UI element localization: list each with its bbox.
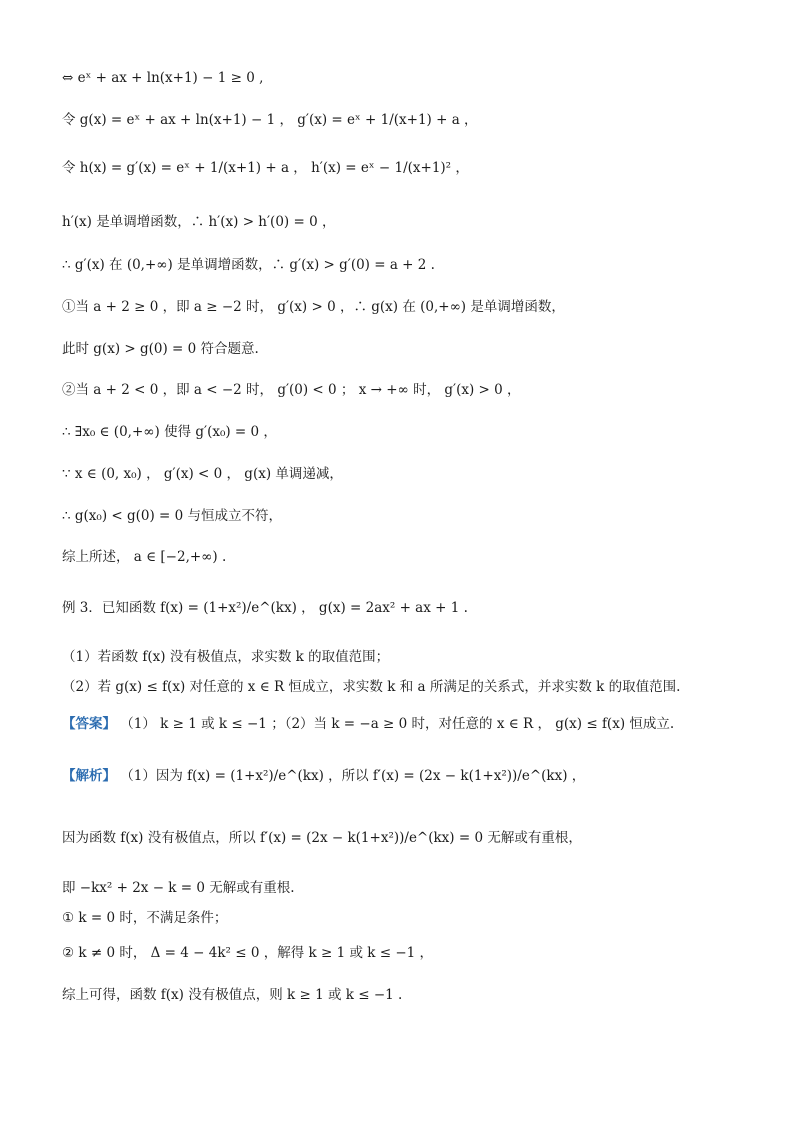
analysis-line-6: 综上可得，函数 f(x) 没有极值点，则 k ≥ 1 或 k ≤ −1 . (62, 987, 403, 1003)
answer-text: （1） k ≥ 1 或 k ≤ −1 ；（2）当 k = −a ≥ 0 时，对任意的 x ∈ R ， g(x) ≤ f(x) 恒成立. (120, 716, 675, 732)
answer-tag: 【答案】 (62, 716, 116, 732)
line-12: 综上所述， a ∈ [−2,+∞) . (62, 549, 227, 565)
example-3-line: 例 3．已知函数 f(x) = (1+x²)/e^(kx) ， g(x) = 2ax² + ax + 1 . (62, 600, 468, 616)
line-10: ∵ x ∈ (0, x₀) ， g′(x) < 0 ， g(x) 单调递减， (62, 466, 343, 482)
line-3: 令 h(x) = g′(x) = eˣ + 1/(x+1) + a ， h′(x) = eˣ − 1/(x+1)² ， (62, 160, 469, 176)
analysis-line-4: ① k = 0 时，不满足条件； (62, 910, 228, 926)
question-2-line: （2）若 g(x) ≤ f(x) 对任意的 x ∈ R 恒成立，求实数 k 和 a 所满足的关系式，并求实数 k 的取值范围. (62, 679, 681, 695)
answer-line (62, 714, 674, 734)
line-4: h′(x) 是单调增函数，∴ h′(x) > h′(0) = 0 ， (62, 214, 336, 230)
line-1: ⇔ eˣ + ax + ln(x+1) − 1 ≥ 0 , (62, 70, 264, 86)
line-11: ∴ g(x₀) < g(0) = 0 与恒成立不符， (62, 508, 283, 524)
analysis-line-3: 即 −kx² + 2x − k = 0 无解或有重根. (62, 880, 295, 896)
line-5: ∴ g′(x) 在 (0,+∞) 是单调增函数，∴ g′(x) > g′(0) = a + 2 . (62, 257, 435, 273)
analysis-text: （1）因为 f(x) = (1+x²)/e^(kx) ，所以 f′(x) = (2x − k(1+x²))/e^(kx) ， (120, 768, 586, 784)
analysis-line (62, 766, 585, 786)
line-2: 令 g(x) = eˣ + ax + ln(x+1) − 1 ， g′(x) = eˣ + 1/(x+1) + a ， (62, 112, 478, 128)
line-7: 此时 g(x) > g(0) = 0 符合题意. (62, 341, 259, 357)
line-8: ②当 a + 2 < 0 ，即 a < −2 时， g′(0) < 0 ； x → +∞ 时， g′(x) > 0 ， (62, 382, 521, 398)
analysis-line-5: ② k ≠ 0 时， Δ = 4 − 4k² ≤ 0 ，解得 k ≥ 1 或 k ≤ −1 ， (62, 945, 434, 961)
line-9: ∴ ∃x₀ ∈ (0,+∞) 使得 g′(x₀) = 0 ， (62, 424, 277, 440)
question-1-line: （1）若函数 f(x) 没有极值点，求实数 k 的取值范围； (62, 649, 390, 665)
line-6: ①当 a + 2 ≥ 0 ，即 a ≥ −2 时， g′(x) > 0 ，∴ g(x) 在 (0,+∞) 是单调增函数， (62, 299, 565, 315)
analysis-tag: 【解析】 (62, 768, 116, 784)
analysis-line-2: 因为函数 f(x) 没有极值点，所以 f′(x) = (2x − k(1+x²))/e^(kx) = 0 无解或有重根， (62, 830, 582, 846)
